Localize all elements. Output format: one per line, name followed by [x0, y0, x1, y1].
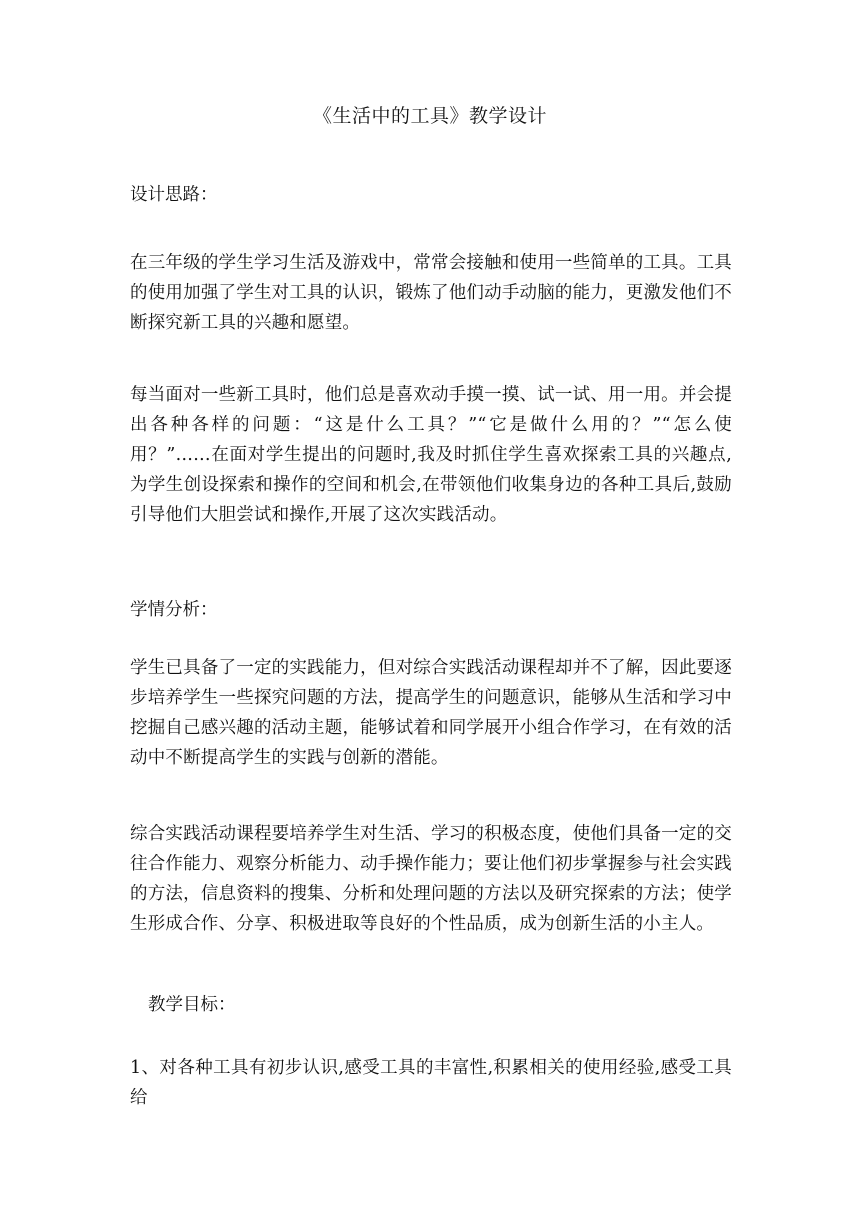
- paragraph-analysis-2: 综合实践活动课程要培养学生对生活、学习的积极态度，使他们具备一定的交往合作能力、观察分析能力、动手操作能力；要让他们初步掌握参与社会实践的方法，信息资料的搜集、分析和处理问题的方法以及研究探索的方法；使学生形成合作、分享、积极进取等良好的个性品质，成为创新生活的小主人。: [130, 824, 732, 934]
- section-heading-design: 设计思路：: [130, 185, 218, 205]
- document-title: 《生活中的工具》教学设计: [312, 105, 547, 127]
- goal-item-1: 1、对各种工具有初步认识,感受工具的丰富性,积累相关的使用经验,感受工具给: [130, 1058, 732, 1108]
- section-heading-goals: 教学目标：: [148, 995, 236, 1015]
- paragraph-analysis-1: 学生已具备了一定的实践能力，但对综合实践活动课程却并不了解，因此要逐步培养学生一些探究问题的方法，提高学生的问题意识，能够从生活和学习中挖掘自己感兴趣的活动主题，能够试着和同学展开小组合作学习，在有效的活动中不断提高学生的实践与创新的潜能。: [130, 658, 732, 768]
- paragraph-design-1: 在三年级的学生学习生活及游戏中，常常会接触和使用一些简单的工具。工具的使用加强了学生对工具的认识，锻炼了他们动手动脑的能力，更激发他们不断探究新工具的兴趣和愿望。: [130, 253, 732, 333]
- paragraph-design-2: 每当面对一些新工具时，他们总是喜欢动手摸一摸、试一试、用一用。并会提出各种各样的问题：“这是什么工具？”“它是做什么用的？”“怎么使用？”……在面对学生提出的问题时,我及时抓住学生喜欢探索工具的兴趣点,为学生创设探索和操作的空间和机会,在带领他们收集身边的各种工具后,鼓励引导他们大胆尝试和操作,开展了这次实践活动。: [130, 385, 732, 525]
- section-heading-analysis: 学情分析：: [130, 600, 218, 620]
